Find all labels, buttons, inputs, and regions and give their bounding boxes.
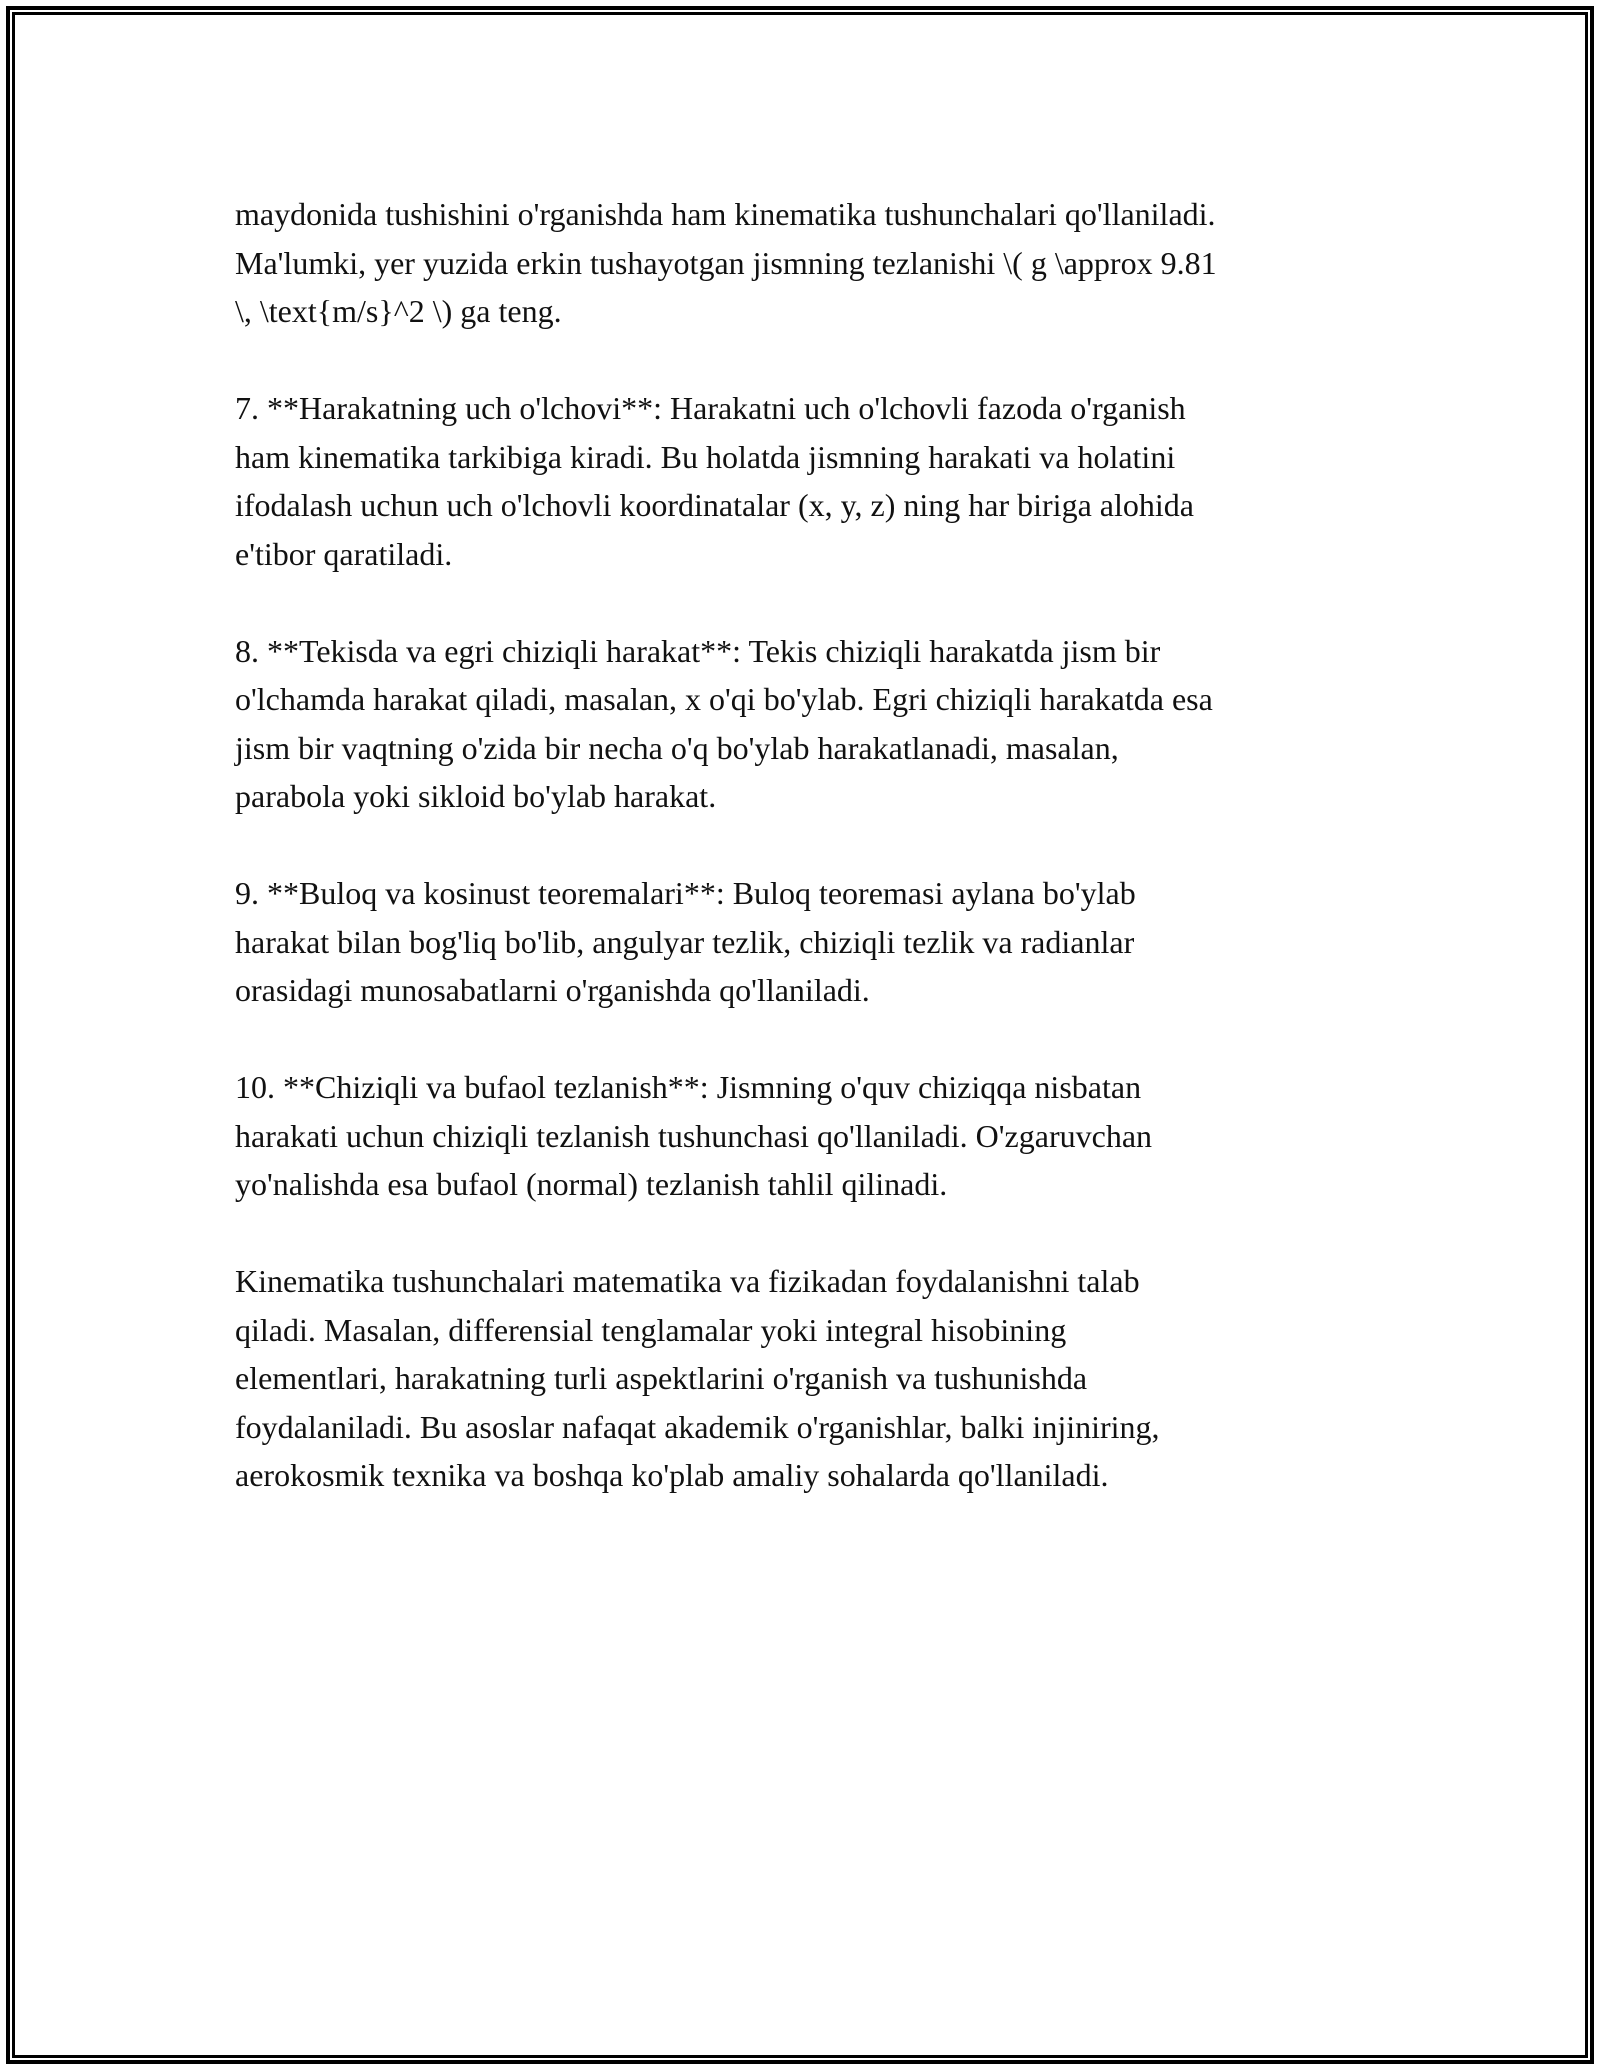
- text-line: \, \text{m/s}^2 \) ga teng.: [235, 293, 562, 329]
- text-line: e'tibor qaratiladi.: [235, 535, 453, 572]
- text-line: qiladi. Masalan, differensial tenglamalar yoki integral hisobining: [235, 1311, 1067, 1348]
- text-line: 10. **Chiziqli va bufaol tezlanish**: Jismning o'quv chiziqqa nisbatan: [235, 1069, 1142, 1105]
- text-line: harakati uchun chiziqli tezlanish tushunchasi qo'llaniladi. O'zgaruvchan: [235, 1117, 1153, 1154]
- text-line: ham kinematika tarkibiga kiradi. Bu holatda jismning harakati va holatini: [235, 438, 1176, 475]
- text-line: parabola yoki sikloid bo'ylab harakat.: [235, 778, 717, 814]
- paragraph-item-8: [235, 627, 1385, 821]
- text-line: harakat bilan bog'liq bo'lib, angulyar tezlik, chiziqli tezlik va radianlar: [235, 923, 1135, 960]
- text-line: 8. **Tekisda va egri chiziqli harakat**: Tekis chiziqli harakatda jism bir: [235, 632, 1161, 669]
- paragraph-conclusion: [235, 1257, 1385, 1500]
- paragraph-item-9: [235, 869, 1385, 1015]
- text-line: aerokosmik texnika va boshqa ko'plab amaliy sohalarda qo'llaniladi.: [235, 1457, 1109, 1493]
- text-line: orasidagi munosabatlarni o'rganishda qo'llaniladi.: [235, 972, 870, 1008]
- text-line: foydalaniladi. Bu asoslar nafaqat akademik o'rganishlar, balki injiniring,: [235, 1408, 1160, 1445]
- text-line: yo'nalishda esa bufaol (normal) tezlanish tahlil qilinadi.: [235, 1166, 948, 1202]
- text-line: Kinematika tushunchalari matematika va fizikadan foydalanishni talab: [235, 1263, 1140, 1299]
- paragraph-free-fall: [235, 190, 1385, 336]
- text-line: jism bir vaqtning o'zida bir necha o'q bo'ylab harakatlanadi, masalan,: [235, 729, 1119, 766]
- text-line: o'lchamda harakat qiladi, masalan, x o'qi bo'ylab. Egri chiziqli harakatda esa: [235, 681, 1213, 717]
- paragraph-item-10: [235, 1063, 1385, 1209]
- document-body: [235, 190, 1385, 1548]
- text-line: 7. **Harakatning uch o'lchovi**: Harakatni uch o'lchovli fazoda o'rganish: [235, 390, 1186, 426]
- text-line: 9. **Buloq va kosinust teoremalari**: Buloq teoremasi aylana bo'ylab: [235, 875, 1136, 911]
- text-line: Ma'lumki, yer yuzida erkin tushayotgan jismning tezlanishi \( g \approx 9.81: [235, 244, 1217, 281]
- text-line: maydonida tushishini o'rganishda ham kinematika tushunchalari qo'llaniladi.: [235, 196, 1216, 232]
- paragraph-item-7: [235, 384, 1385, 578]
- text-line: elementlari, harakatning turli aspektlarini o'rganish va tushunishda: [235, 1360, 1088, 1396]
- text-line: ifodalash uchun uch o'lchovli koordinatalar (x, y, z) ning har biriga alohida: [235, 487, 1194, 523]
